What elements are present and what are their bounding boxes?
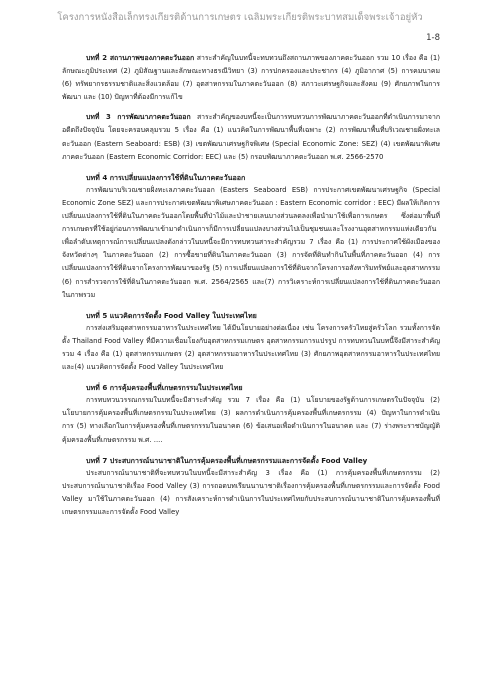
chapter-heading: บทที่ 2 สถานภาพของภาคตะวันออก (86, 54, 195, 62)
chapter-text: การส่งเสริมอุตสาหกรรมอาหารในประเทศไทย ได้มีนโยบายอย่างต่อเนื่อง เช่น โครงการครัวไทยสู่ครัวโลก รวมทั้งการจัดตั้ง Thailand Food Valley ที่มีความเชื่อมโยงกับอุตสาหกรรมเกษตร อุตสาหกรรมการแปรรูป การทบทวนในบทนี้จึงมีสาระสำคัญรวม 4 เรื่อง คือ (1) อุตสาหกรรมเกษตร (2) อุตสาหกรรมอาหารในประเทศไทย (3) ศักยภาพอุตสาหกรรมอาหารในประเทศไทย และ(4) แนวคิดการจัดตั้ง Food Valley ในประเทศไทย (62, 323, 440, 372)
page-number: 1-8 (426, 33, 440, 43)
page-body (62, 52, 440, 526)
chapter-text: ประสบการณ์นานาชาติที่จะทบทวนในบทนี้จะมีสาระสำคัญ 3 เรื่อง คือ (1) การคุ้มครองพื้นที่เกษตรกรรม (2) ประสบการณ์นานาชาติเรื่อง Food Valley (3) การถอดบทเรียนนานาชาติเรื่องการคุ้มครองพื้นที่เกษตรกรรมและการจัดตั้ง Food Valley มาใช้ในภาคตะวันออก (4) การสังเคราะห์การดำเนินการในประเทศไทยกับประสบการณ์นานาชาติในการคุ้มครองพื้นที่เกษตรกรรมและการจัดตั้ง Food Valley (62, 468, 440, 516)
chapter-heading: บทที่ 5 แนวคิดการจัดตั้ง Food Valley ในประเทศไทย (86, 310, 257, 320)
chapter-4-summary (62, 171, 440, 302)
chapter-text: การพัฒนาบริเวณชายฝั่งทะเลภาคตะวันออก (Easters Seaboard ESB) การประกาศเขตพัฒนาเศรษฐกิจ (Special Economic Zone SEZ) และการประกาศเขตพัฒนาพิเศษภาคตะวันออก : Eastern Economic corridor : EEC) มีผลให้เกิดการเปลี่ยนแปลงการใช้ที่ดินในภาคตะวันออกโดยพื้นที่ป่าไม้และป่าชายเลนบางส่วนลดลงเพื่อนำมาใช้เพื่อการเกษตร ซึ่งต่อมาพื้นที่การเกษตรที่ใช้อยู่ก่อนการพัฒนาเข้ามาดำเนินการก็มีการเปลี่ยนแปลงบางส่วนไปเป็นชุมชนและโรงงานอุตสาหกรรมแห่งเดียวกัน เพื่อลำดับเหตุการณ์การเปลี่ยนแปลงดังกล่าวในบทนี้จะมีการทบทวนสาระสำคัญรวม 7 เรื่อง คือ (1) การประกาศใช้ผังเมืองของจังหวัดต่างๆ ในภาคตะวันออก (2) การซื้อขายที่ดินในภาคตะวันออก (3) การจัดที่ดินทำกินในพื้นที่ภาคตะวันออก (4) การเปลี่ยนแปลงการใช้ที่ดินจากโครงการพัฒนาของรัฐ (5) การเปลี่ยนแปลงการใช้ที่ดินจากโครงการอสังหาริมทรัพย์และอุตสาหกรรม (6) การสำรวจการใช้ที่ดินในภาคตะวันออก พ.ศ. 2564/2565 และ(7) การวิเคราะห์การเปลี่ยนแปลงการใช้ที่ดินภาคตะวันออกในภาพรวม (62, 185, 440, 299)
chapter-heading: บทที่ 6 การคุ้มครองพื้นที่เกษตรกรรมในประเทศไทย (86, 383, 243, 393)
chapter-6-summary (62, 381, 440, 446)
chapter-heading: บทที่ 3 การพัฒนาภาคตะวันออก (86, 113, 191, 122)
running-header: โครงการหนังสือเล็กทรงเกียรติด้านการเกษตร เฉลิมพระเกียรติพระบาทสมเด็จพระเจ้าอยู่หัว (57, 12, 423, 23)
chapter-text: สาระสำคัญในบทนี้จะทบทวนถึงสถานภาพของภาคตะวันออก รวม 10 เรื่อง คือ (1) ลักษณะภูมิประเทศ (2) ภูมิสัณฐานและลักษณะทางธรณีวิทยา (3) การปกครองและประชากร (4) ภูมิอากาศ (5) การคมนาคม (6) ทรัพยากรธรรมชาติและสิ่งแวดล้อม (7) อุตสาหกรรมในภาคตะวันออก (8) สภาวะเศรษฐกิจและสังคม (9) ศักยภาพในการพัฒนา และ (10) ปัญหาที่ต้องมีการแก้ไข (62, 54, 440, 102)
chapter-7-summary (62, 454, 440, 519)
chapter-3-summary (62, 111, 440, 163)
chapter-heading: บทที่ 4 การเปลี่ยนแปลงการใช้ที่ดินในภาคตะวันออก (86, 172, 246, 182)
chapter-heading: บทที่ 7 ประสบการณ์นานาชาติในการคุ้มครองพื้นที่เกษตรกรรมและการจัดตั้ง Food Valley (86, 455, 368, 465)
chapter-2-summary (62, 52, 440, 104)
chapter-text: การทบทวนวรรณกรรมในบทนี้จะมีสาระสำคัญ รวม 7 เรื่อง คือ (1) นโยบายของรัฐด้านการเกษตรในปัจจุบัน (2) นโยบายการคุ้มครองพื้นที่เกษตรกรรมในประเทศไทย (3) ผลการดำเนินการคุ้มครองพื้นที่เกษตรกรรม (4) ปัญหาในการดำเนินการ (5) ทางเลือกในการคุ้มครองพื้นที่เกษตรกรรมในอนาคต (6) ข้อเสนอเพื่อดำเนินการในอนาคต และ (7) ร่างพระราชบัญญัติคุ้มครองพื้นที่เกษตรกรรม พ.ศ. .... (62, 396, 440, 444)
chapter-5-summary (62, 309, 440, 374)
chapter-text: สาระสำคัญของบทนี้จะเป็นการทบทวนการพัฒนาภาคตะวันออกที่ดำเนินการมาจากอดีตถึงปัจจุบัน โดยจะครอบคลุมรวม 5 เรื่อง คือ (1) แนวคิดในการพัฒนาพื้นที่เฉพาะ (2) การพัฒนาพื้นที่บริเวณชายฝั่งทะเลตะวันออก (Eastern Seaboard: ESB) (3) เขตพัฒนาเศรษฐกิจพิเศษ (Special Economic Zone: SEZ) (4) เขตพัฒนาพิเศษภาคตะวันออก (Eastern Economic Corridor: EEC) และ (5) กรอบพัฒนาภาคตะวันออก พ.ศ. 2566-2570 (62, 113, 440, 161)
